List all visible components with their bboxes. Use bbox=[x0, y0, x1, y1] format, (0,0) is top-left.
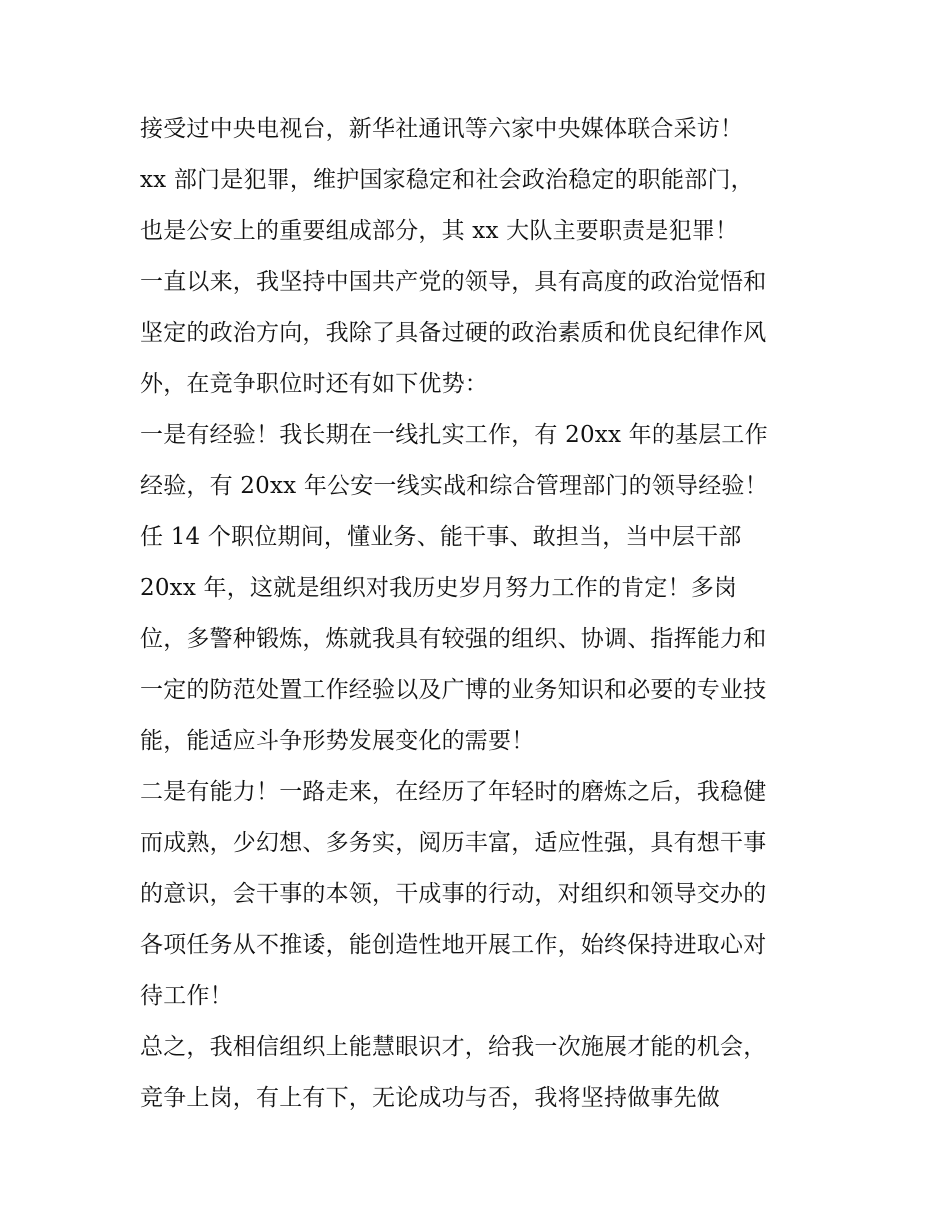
text-line: 坚定的政治方向，我除了具备过硬的政治素质和优良纪律作风 bbox=[140, 320, 767, 346]
text-line: 接受过中央电视台，新华社通讯等六家中央媒体联合采访！ bbox=[140, 116, 744, 142]
text-line: xx 部门是犯罪，维护国家稳定和社会政治稳定的职能部门， bbox=[140, 167, 754, 193]
text-line: 待工作！ bbox=[140, 983, 233, 1009]
text-line: 竞争上岗，有上有下，无论成功与否，我将坚持做事先做 bbox=[140, 1085, 720, 1111]
text-line: 的意识，会干事的本领，干成事的行动，对组织和领导交办的 bbox=[140, 881, 767, 907]
text-line: 一定的防范处置工作经验以及广博的业务知识和必要的专业技 bbox=[140, 677, 767, 703]
text-line: 也是公安上的重要组成部分，其 xx 大队主要职责是犯罪！ bbox=[140, 218, 739, 244]
text-line: 总之，我相信组织上能慧眼识才，给我一次施展才能的机会， bbox=[140, 1034, 767, 1060]
text-line: 任 14 个职位期间，懂业务、能干事、敢担当，当中层干部 bbox=[140, 524, 742, 550]
text-line: 一是有经验！我长期在一线扎实工作，有 20xx 年的基层工作 bbox=[140, 422, 768, 448]
text-line: 经验，有 20xx 年公安一线实战和综合管理部门的领导经验！ bbox=[140, 473, 768, 499]
text-line: 外，在竞争职位时还有如下优势： bbox=[140, 371, 488, 397]
text-line: 各项任务从不推诿，能创造性地开展工作，始终保持进取心对 bbox=[140, 932, 767, 958]
text-line: 位，多警种锻炼，炼就我具有较强的组织、协调、指挥能力和 bbox=[140, 626, 767, 652]
text-line: 二是有能力！一路走来，在经历了年轻时的磨炼之后，我稳健 bbox=[140, 779, 767, 805]
text-line: 20xx 年，这就是组织对我历史岁月努力工作的肯定！多岗 bbox=[140, 575, 738, 601]
text-line: 而成熟，少幻想、多务实，阅历丰富，适应性强，具有想干事 bbox=[140, 830, 767, 856]
text-line: 能，能适应斗争形势发展变化的需要！ bbox=[140, 728, 535, 754]
text-line: 一直以来，我坚持中国共产党的领导，具有高度的政治觉悟和 bbox=[140, 269, 767, 295]
body-text bbox=[140, 104, 830, 1124]
